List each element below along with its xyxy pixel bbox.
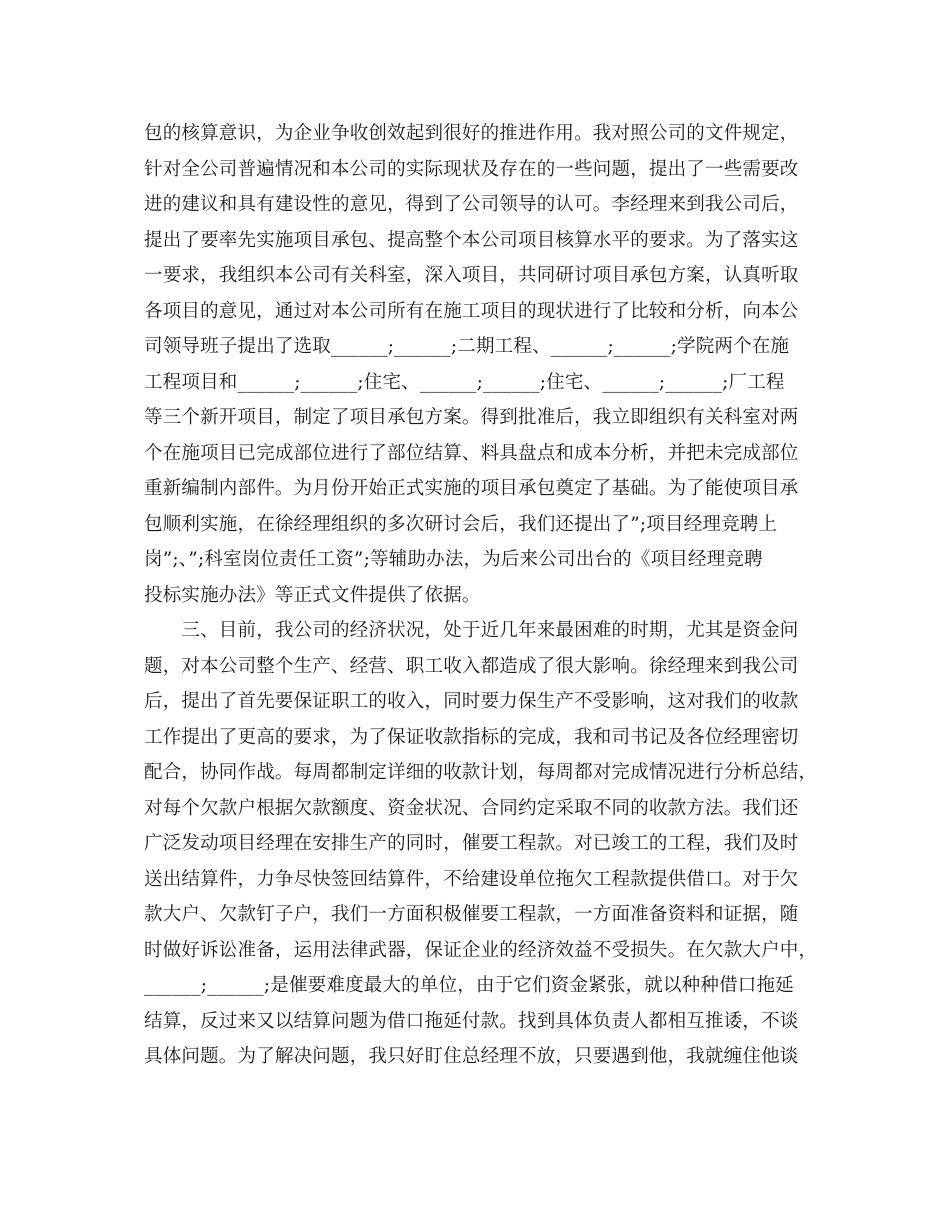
text-line: 送出结算件，力争尽快签回结算件，不给建设单位拖欠工程款提供借口。对于欠	[144, 868, 799, 890]
text-line: 岗”;、”;科室岗位责任工资”;等辅助办法，为后来公司出台的《项目经理竞聘	[144, 549, 763, 570]
text-line: ______;______;是催要难度最大的单位，由于它们资金紧张，就以种种借口拖延	[144, 975, 794, 996]
text-line: 包顺利实施，在徐经理组织的多次研讨会后，我们还提出了”;项目经理竞聘上	[144, 513, 778, 535]
text-line: 一要求，我组织本公司有关科室，深入项目，共同研讨项目承包方案，认真听取	[144, 265, 799, 286]
text-line: 提出了要率先实施项目承包、提高整个本公司项目核算水平的要求。为了落实这	[144, 229, 799, 251]
text-line: 针对全公司普遍情况和本公司的实际现状及存在的一些问题，提出了一些需要改	[144, 158, 799, 180]
text-line: 工作提出了更高的要求，为了保证收款指标的完成，我和司书记及各位经理密切	[144, 726, 799, 748]
text-line: 三、目前，我公司的经济状况，处于近几年来最困难的时期，尤其是资金问	[144, 620, 799, 641]
text-line: 题，对本公司整个生产、经营、职工收入都造成了很大影响。徐经理来到我公司	[144, 655, 799, 677]
text-line: 对每个欠款户根据欠款额度、资金状况、合同约定采取不同的收款方法。我们还	[144, 797, 799, 819]
text-line: 各项目的意见，通过对本公司所有在施工项目的现状进行了比较和分析，向本公	[144, 300, 799, 322]
text-line: 司领导班子提出了选取______;______;二期工程、______;______;学院两个在施	[144, 336, 790, 357]
text-line: 工程项目和______;______;住宅、______;______;住宅、______;______;厂工程	[144, 371, 785, 393]
document-body	[144, 116, 818, 1075]
paragraph	[144, 613, 818, 1075]
text-line: 进的建议和具有建设性的意见，得到了公司领导的认可。李经理来到我公司后，	[144, 194, 799, 215]
text-line: 结算，反过来又以结算问题为借口拖延付款。找到具体负责人都相互推诿，不谈	[144, 1010, 799, 1032]
text-line: 投标实施办法》等正式文件提供了依据。	[144, 584, 481, 606]
text-line: 包的核算意识，为企业争收创效起到很好的推进作用。我对照公司的文件规定，	[144, 123, 799, 144]
text-line: 重新编制内部件。为月份开始正式实施的项目承包奠定了基础。为了能使项目承	[144, 478, 799, 499]
text-line: 个在施项目已完成部位进行了部位结算、料具盘点和成本分析，并把未完成部位	[144, 442, 799, 464]
text-line: 后，提出了首先要保证职工的收入，同时要力保生产不受影响，这对我们的收款	[144, 691, 799, 712]
text-line: 时做好诉讼准备，运用法律武器，保证企业的经济效益不受损失。在欠款大户中，	[144, 939, 818, 961]
text-line: 广泛发动项目经理在安排生产的同时，催要工程款。对已竣工的工程，我们及时	[144, 833, 799, 854]
text-line: 等三个新开项目，制定了项目承包方案。得到批准后，我立即组织有关科室对两	[144, 407, 799, 428]
text-line: 具体问题。为了解决问题，我只好盯住总经理不放，只要遇到他，我就缠住他谈	[144, 1046, 799, 1067]
paragraph	[144, 116, 804, 613]
text-line: 款大户、欠款钉子户，我们一方面积极催要工程款，一方面准备资料和证据，随	[144, 904, 799, 925]
text-line: 配合，协同作战。每周都制定详细的收款计划，每周都对完成情况进行分析总结，	[144, 762, 818, 783]
